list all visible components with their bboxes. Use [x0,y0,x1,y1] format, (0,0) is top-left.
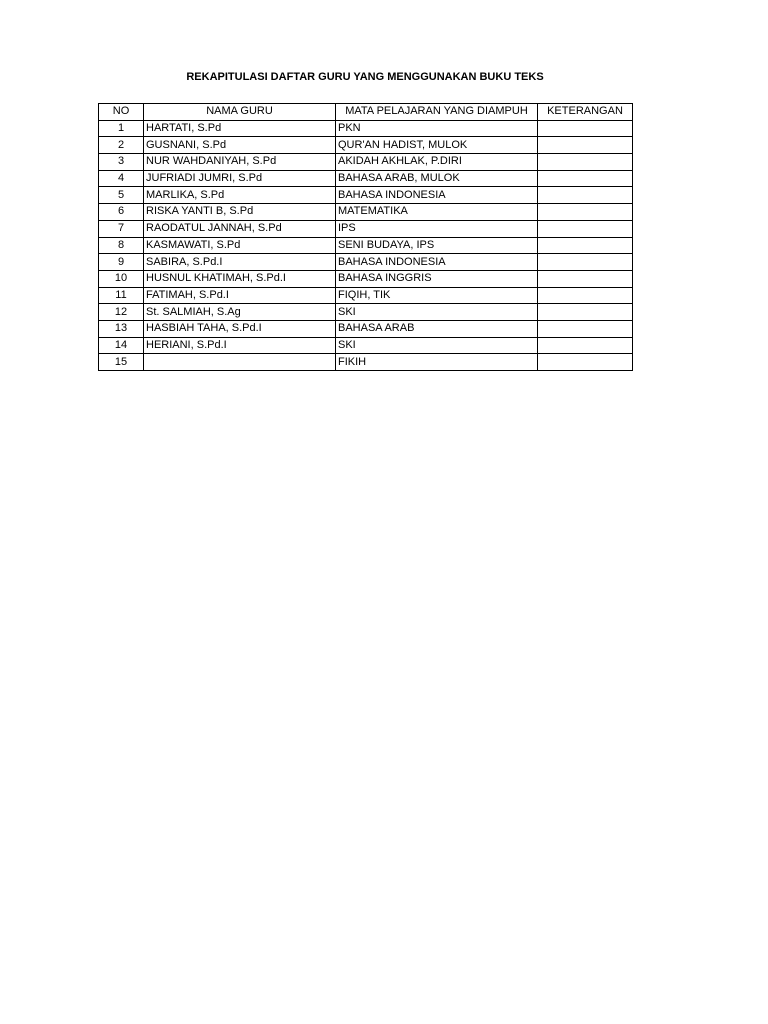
cell-note [538,337,633,354]
table-row [99,170,633,187]
cell-no: 11 [99,287,144,304]
cell-teacher-name: HASBIAH TAHA, S.Pd.I [144,320,336,337]
cell-no: 4 [99,170,144,187]
cell-note [538,354,633,371]
header-note: KETERANGAN [538,104,633,121]
cell-subject: FIQIH, TIK [336,287,538,304]
table-body [99,120,633,370]
cell-note [538,304,633,321]
table-row [99,237,633,254]
cell-subject: MATEMATIKA [336,204,538,221]
cell-teacher-name [144,354,336,371]
cell-subject: FIKIH [336,354,538,371]
table-row [99,204,633,221]
cell-note [538,187,633,204]
header-subject: MATA PELAJARAN YANG DIAMPUH [336,104,538,121]
cell-no: 2 [99,137,144,154]
table-row [99,287,633,304]
table-row [99,154,633,171]
cell-no: 8 [99,237,144,254]
cell-teacher-name: HUSNUL KHATIMAH, S.Pd.I [144,270,336,287]
cell-teacher-name: FATIMAH, S.Pd.I [144,287,336,304]
table-row [99,137,633,154]
cell-teacher-name: MARLIKA, S.Pd [144,187,336,204]
cell-no: 15 [99,354,144,371]
cell-note [538,270,633,287]
cell-note [538,254,633,271]
cell-teacher-name: KASMAWATI, S.Pd [144,237,336,254]
cell-teacher-name: HARTATI, S.Pd [144,120,336,137]
header-teacher-name: NAMA GURU [144,104,336,121]
cell-note [538,204,633,221]
cell-note [538,287,633,304]
table-row [99,337,633,354]
cell-subject: SKI [336,337,538,354]
cell-subject: SKI [336,304,538,321]
header-no: NO [99,104,144,121]
document-title: REKAPITULASI DAFTAR GURU YANG MENGGUNAKAN BUKU TEKS [186,71,544,83]
cell-teacher-name: NUR WAHDANIYAH, S.Pd [144,154,336,171]
cell-note [538,320,633,337]
table-header-row [99,104,633,121]
cell-no: 5 [99,187,144,204]
table-row [99,270,633,287]
cell-no: 13 [99,320,144,337]
cell-subject: BAHASA INDONESIA [336,254,538,271]
cell-note [538,170,633,187]
teacher-table [98,103,633,371]
cell-subject: QUR'AN HADIST, MULOK [336,137,538,154]
table-row [99,320,633,337]
cell-note [538,220,633,237]
cell-note [538,137,633,154]
cell-no: 3 [99,154,144,171]
cell-teacher-name: RAODATUL JANNAH, S.Pd [144,220,336,237]
table-row [99,220,633,237]
cell-teacher-name: SABIRA, S.Pd.I [144,254,336,271]
cell-note [538,120,633,137]
cell-subject: AKIDAH AKHLAK, P.DIRI [336,154,538,171]
cell-note [538,237,633,254]
cell-no: 7 [99,220,144,237]
cell-teacher-name: HERIANI, S.Pd.I [144,337,336,354]
cell-no: 1 [99,120,144,137]
table-row [99,187,633,204]
cell-no: 9 [99,254,144,271]
cell-subject: BAHASA INDONESIA [336,187,538,204]
cell-no: 10 [99,270,144,287]
cell-teacher-name: JUFRIADI JUMRI, S.Pd [144,170,336,187]
cell-subject: SENI BUDAYA, IPS [336,237,538,254]
cell-no: 12 [99,304,144,321]
cell-subject: BAHASA ARAB, MULOK [336,170,538,187]
cell-subject: BAHASA ARAB [336,320,538,337]
cell-note [538,154,633,171]
cell-teacher-name: St. SALMIAH, S.Ag [144,304,336,321]
cell-no: 14 [99,337,144,354]
cell-teacher-name: RISKA YANTI B, S.Pd [144,204,336,221]
cell-no: 6 [99,204,144,221]
cell-subject: IPS [336,220,538,237]
cell-teacher-name: GUSNANI, S.Pd [144,137,336,154]
table-row [99,254,633,271]
table-row [99,354,633,371]
cell-subject: PKN [336,120,538,137]
table-row [99,304,633,321]
table-row [99,120,633,137]
cell-subject: BAHASA INGGRIS [336,270,538,287]
